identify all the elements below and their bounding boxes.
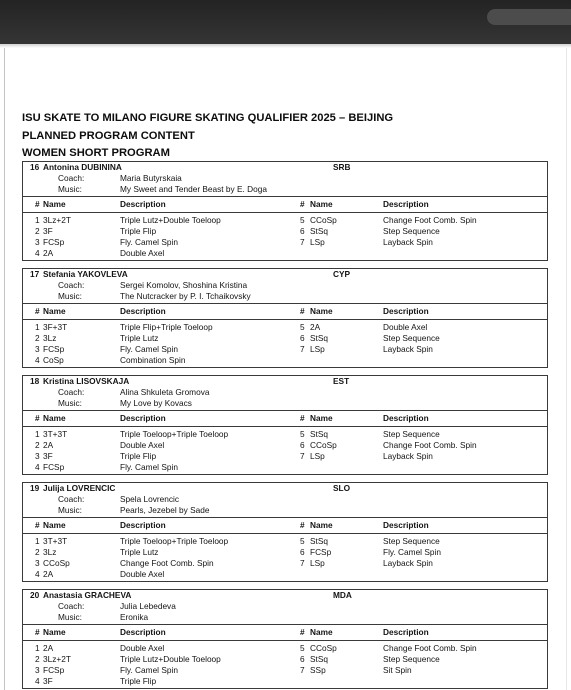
- element-number: 1: [35, 643, 40, 653]
- element-code: 2A: [43, 569, 54, 579]
- element-column-headers: [23, 625, 547, 641]
- element-number: 7: [300, 451, 305, 461]
- element-description: Fly. Camel Spin: [120, 344, 178, 354]
- coach-name: Maria Butyrskaia: [120, 173, 182, 183]
- column-header-description: Description: [383, 306, 429, 316]
- column-header-name: Name: [43, 627, 66, 637]
- element-number: 1: [35, 429, 40, 439]
- skater-name-row: [23, 590, 547, 601]
- start-number: 20: [30, 590, 40, 600]
- element-number: 7: [300, 344, 305, 354]
- column-header-name: Name: [310, 199, 333, 209]
- element-code: LSp: [310, 558, 325, 568]
- element-description: Triple Toeloop+Triple Toeloop: [120, 536, 229, 546]
- segment-title: WOMEN SHORT PROGRAM: [22, 147, 170, 159]
- music-row: [23, 612, 547, 623]
- element-number: 2: [35, 226, 40, 236]
- element-row: [23, 665, 547, 676]
- element-number: 2: [35, 547, 40, 557]
- coach-name: Sergei Komolov, Shoshina Kristina: [120, 280, 248, 290]
- element-code: 2A: [43, 643, 54, 653]
- element-number: 4: [35, 569, 40, 579]
- element-description: Step Sequence: [383, 333, 440, 343]
- element-description: Triple Lutz+Double Toeloop: [120, 215, 221, 225]
- element-code: CCoSp: [310, 215, 337, 225]
- element-description: Layback Spin: [383, 237, 433, 247]
- document-heading: [22, 110, 542, 163]
- element-code: LSp: [310, 344, 325, 354]
- element-number: 6: [300, 547, 305, 557]
- element-description: Fly. Camel Spin: [383, 547, 441, 557]
- element-column-headers: [23, 197, 547, 213]
- start-number: 17: [30, 269, 40, 279]
- element-row: [23, 676, 547, 687]
- coach-name: Spela Lovrencic: [120, 494, 180, 504]
- music-label: Music:: [58, 505, 82, 515]
- column-header-name: Name: [43, 520, 66, 530]
- element-column-headers: [23, 411, 547, 427]
- element-code: FCSp: [43, 665, 65, 675]
- coach-label: Coach:: [58, 173, 85, 183]
- element-code: 2A: [310, 322, 321, 332]
- element-description: Step Sequence: [383, 226, 440, 236]
- skater-info: [23, 376, 547, 411]
- element-description: Double Axel: [383, 322, 428, 332]
- coach-row: [23, 387, 547, 398]
- element-list: [23, 213, 547, 260]
- element-description: Double Axel: [120, 643, 165, 653]
- element-code: 3F: [43, 226, 53, 236]
- nation-code: EST: [333, 376, 350, 386]
- skater-info: [23, 269, 547, 304]
- skater-block: [22, 482, 548, 582]
- column-header-number: #: [35, 520, 40, 530]
- element-code: CCoSp: [310, 643, 337, 653]
- element-number: 2: [35, 440, 40, 450]
- column-header-description: Description: [120, 627, 166, 637]
- element-description: Triple Toeloop+Triple Toeloop: [120, 429, 229, 439]
- element-number: 3: [35, 558, 40, 568]
- music-label: Music:: [58, 398, 82, 408]
- element-description: Triple Flip: [120, 451, 157, 461]
- element-number: 4: [35, 248, 40, 258]
- element-number: 6: [300, 333, 305, 343]
- element-row: [23, 547, 547, 558]
- element-description: Fly. Camel Spin: [120, 237, 178, 247]
- document-page: [0, 44, 571, 690]
- element-number: 7: [300, 237, 305, 247]
- column-header-name: Name: [43, 413, 66, 423]
- coach-label: Coach:: [58, 280, 85, 290]
- element-description: Step Sequence: [383, 536, 440, 546]
- skater-block: [22, 161, 548, 261]
- element-code: 3F+3T: [43, 322, 68, 332]
- music-title: Pearls, Jezebel by Sade: [120, 505, 210, 515]
- element-row: [23, 237, 547, 248]
- page-right-edge: [566, 48, 567, 690]
- start-number: 18: [30, 376, 40, 386]
- start-number: 16: [30, 162, 40, 172]
- nation-code: SRB: [333, 162, 351, 172]
- skater-info: [23, 162, 547, 197]
- element-number: 5: [300, 643, 305, 653]
- element-column-headers: [23, 518, 547, 534]
- column-header-name: Name: [310, 306, 333, 316]
- column-header-number: #: [35, 627, 40, 637]
- element-row: [23, 654, 547, 665]
- column-header-number: #: [300, 199, 305, 209]
- coach-row: [23, 280, 547, 291]
- column-header-number: #: [35, 306, 40, 316]
- coach-row: [23, 173, 547, 184]
- element-code: 3T+3T: [43, 536, 68, 546]
- element-code: StSq: [310, 333, 328, 343]
- element-description: Triple Lutz: [120, 333, 159, 343]
- element-description: Change Foot Comb. Spin: [383, 215, 477, 225]
- element-description: Layback Spin: [383, 451, 433, 461]
- element-description: Double Axel: [120, 440, 165, 450]
- column-header-description: Description: [120, 413, 166, 423]
- coach-row: [23, 601, 547, 612]
- element-description: Triple Flip: [120, 226, 157, 236]
- viewer-toolbar: [0, 0, 571, 44]
- nation-code: SLO: [333, 483, 351, 493]
- column-header-number: #: [35, 199, 40, 209]
- column-header-number: #: [300, 520, 305, 530]
- skater-list: [22, 161, 548, 689]
- element-description: Layback Spin: [383, 558, 433, 568]
- column-header-name: Name: [43, 306, 66, 316]
- element-description: Step Sequence: [383, 429, 440, 439]
- column-header-description: Description: [383, 199, 429, 209]
- document-title: ISU SKATE TO MILANO FIGURE SKATING QUALIFIER 2025 – BEIJING: [22, 112, 394, 124]
- coach-row: [23, 494, 547, 505]
- start-number: 19: [30, 483, 40, 493]
- column-header-number: #: [300, 306, 305, 316]
- column-header-number: #: [300, 413, 305, 423]
- skater-block: [22, 589, 548, 689]
- element-list: [23, 534, 547, 581]
- element-code: CCoSp: [310, 440, 337, 450]
- element-number: 7: [300, 558, 305, 568]
- element-description: Change Foot Comb. Spin: [383, 440, 477, 450]
- element-number: 3: [35, 237, 40, 247]
- column-header-number: #: [35, 413, 40, 423]
- element-number: 1: [35, 215, 40, 225]
- element-code: CCoSp: [43, 558, 70, 568]
- element-row: [23, 558, 547, 569]
- music-title: The Nutcracker by P. I. Tchaikovsky: [120, 291, 251, 301]
- element-code: StSq: [310, 429, 328, 439]
- element-description: Sit Spin: [383, 665, 412, 675]
- coach-label: Coach:: [58, 601, 85, 611]
- element-description: Triple Lutz: [120, 547, 159, 557]
- element-description: Fly. Camel Spin: [120, 462, 178, 472]
- element-row: [23, 355, 547, 366]
- coach-name: Alina Shkuleta Gromova: [120, 387, 210, 397]
- skater-name-row: [23, 162, 547, 173]
- element-description: Triple Flip: [120, 676, 157, 686]
- element-description: Double Axel: [120, 569, 165, 579]
- element-list: [23, 641, 547, 688]
- element-list: [23, 320, 547, 367]
- column-header-name: Name: [43, 199, 66, 209]
- element-description: Triple Lutz+Double Toeloop: [120, 654, 221, 664]
- element-number: 6: [300, 226, 305, 236]
- element-number: 3: [35, 451, 40, 461]
- element-number: 2: [35, 654, 40, 664]
- skater-block: [22, 268, 548, 368]
- element-code: SSp: [310, 665, 326, 675]
- element-number: 5: [300, 215, 305, 225]
- element-code: LSp: [310, 237, 325, 247]
- element-code: 3Lz+2T: [43, 215, 71, 225]
- column-header-name: Name: [310, 520, 333, 530]
- element-number: 3: [35, 665, 40, 675]
- column-header-description: Description: [120, 520, 166, 530]
- column-header-description: Description: [120, 306, 166, 316]
- element-code: 3Lz: [43, 333, 57, 343]
- element-number: 5: [300, 322, 305, 332]
- skater-name: Kristina LISOVSKAJA: [43, 376, 130, 386]
- column-header-name: Name: [310, 413, 333, 423]
- music-row: [23, 398, 547, 409]
- viewer-toolbar-field[interactable]: [487, 9, 571, 25]
- nation-code: MDA: [333, 590, 352, 600]
- element-code: FCSp: [43, 344, 65, 354]
- element-code: 3F: [43, 451, 53, 461]
- element-column-headers: [23, 304, 547, 320]
- element-description: Fly. Camel Spin: [120, 665, 178, 675]
- element-row: [23, 440, 547, 451]
- skater-name-row: [23, 483, 547, 494]
- element-code: StSq: [310, 226, 328, 236]
- element-code: CoSp: [43, 355, 64, 365]
- element-number: 7: [300, 665, 305, 675]
- element-code: 3Lz+2T: [43, 654, 71, 664]
- page-left-edge: [4, 48, 5, 690]
- element-number: 5: [300, 536, 305, 546]
- skater-name: Stefania YAKOVLEVA: [43, 269, 128, 279]
- music-title: Eronika: [120, 612, 149, 622]
- element-row: [23, 569, 547, 580]
- element-row: [23, 643, 547, 654]
- element-number: 1: [35, 322, 40, 332]
- column-header-name: Name: [310, 627, 333, 637]
- element-number: 5: [300, 429, 305, 439]
- music-title: My Sweet and Tender Beast by E. Doga: [120, 184, 267, 194]
- music-label: Music:: [58, 291, 82, 301]
- music-label: Music:: [58, 184, 82, 194]
- element-description: Change Foot Comb. Spin: [383, 643, 477, 653]
- element-number: 1: [35, 536, 40, 546]
- element-description: Combination Spin: [120, 355, 186, 365]
- element-number: 6: [300, 440, 305, 450]
- element-description: Layback Spin: [383, 344, 433, 354]
- element-code: FCSp: [310, 547, 332, 557]
- element-number: 4: [35, 462, 40, 472]
- element-row: [23, 322, 547, 333]
- element-list: [23, 427, 547, 474]
- element-code: 3F: [43, 676, 53, 686]
- element-code: FCSp: [43, 462, 65, 472]
- skater-name: Anastasia GRACHEVA: [43, 590, 132, 600]
- element-code: FCSp: [43, 237, 65, 247]
- column-header-description: Description: [383, 520, 429, 530]
- page-top-shadow: [0, 44, 571, 48]
- element-row: [23, 344, 547, 355]
- music-label: Music:: [58, 612, 82, 622]
- element-row: [23, 451, 547, 462]
- coach-name: Julia Lebedeva: [120, 601, 176, 611]
- skater-info: [23, 483, 547, 518]
- music-row: [23, 184, 547, 195]
- music-row: [23, 291, 547, 302]
- skater-name-row: [23, 376, 547, 387]
- element-description: Step Sequence: [383, 654, 440, 664]
- element-code: StSq: [310, 536, 328, 546]
- element-row: [23, 333, 547, 344]
- element-row: [23, 536, 547, 547]
- column-header-description: Description: [120, 199, 166, 209]
- element-code: 2A: [43, 248, 54, 258]
- skater-block: [22, 375, 548, 475]
- column-header-number: #: [300, 627, 305, 637]
- skater-info: [23, 590, 547, 625]
- element-row: [23, 462, 547, 473]
- skater-name-row: [23, 269, 547, 280]
- skater-name: Antonina DUBININA: [43, 162, 122, 172]
- element-code: 2A: [43, 440, 54, 450]
- element-code: LSp: [310, 451, 325, 461]
- element-description: Double Axel: [120, 248, 165, 258]
- nation-code: CYP: [333, 269, 351, 279]
- element-number: 2: [35, 333, 40, 343]
- skater-name: Julija LOVRENCIC: [43, 483, 116, 493]
- music-row: [23, 505, 547, 516]
- element-number: 6: [300, 654, 305, 664]
- element-row: [23, 429, 547, 440]
- music-title: My Love by Kovacs: [120, 398, 192, 408]
- element-row: [23, 226, 547, 237]
- element-code: StSq: [310, 654, 328, 664]
- column-header-description: Description: [383, 627, 429, 637]
- element-row: [23, 248, 547, 259]
- element-code: 3Lz: [43, 547, 57, 557]
- element-description: Triple Flip+Triple Toeloop: [120, 322, 213, 332]
- element-number: 4: [35, 676, 40, 686]
- element-number: 3: [35, 344, 40, 354]
- column-header-description: Description: [383, 413, 429, 423]
- element-row: [23, 215, 547, 226]
- coach-label: Coach:: [58, 387, 85, 397]
- element-code: 3T+3T: [43, 429, 68, 439]
- element-description: Change Foot Comb. Spin: [120, 558, 214, 568]
- document-subtitle: PLANNED PROGRAM CONTENT: [22, 129, 195, 142]
- element-number: 4: [35, 355, 40, 365]
- coach-label: Coach:: [58, 494, 85, 504]
